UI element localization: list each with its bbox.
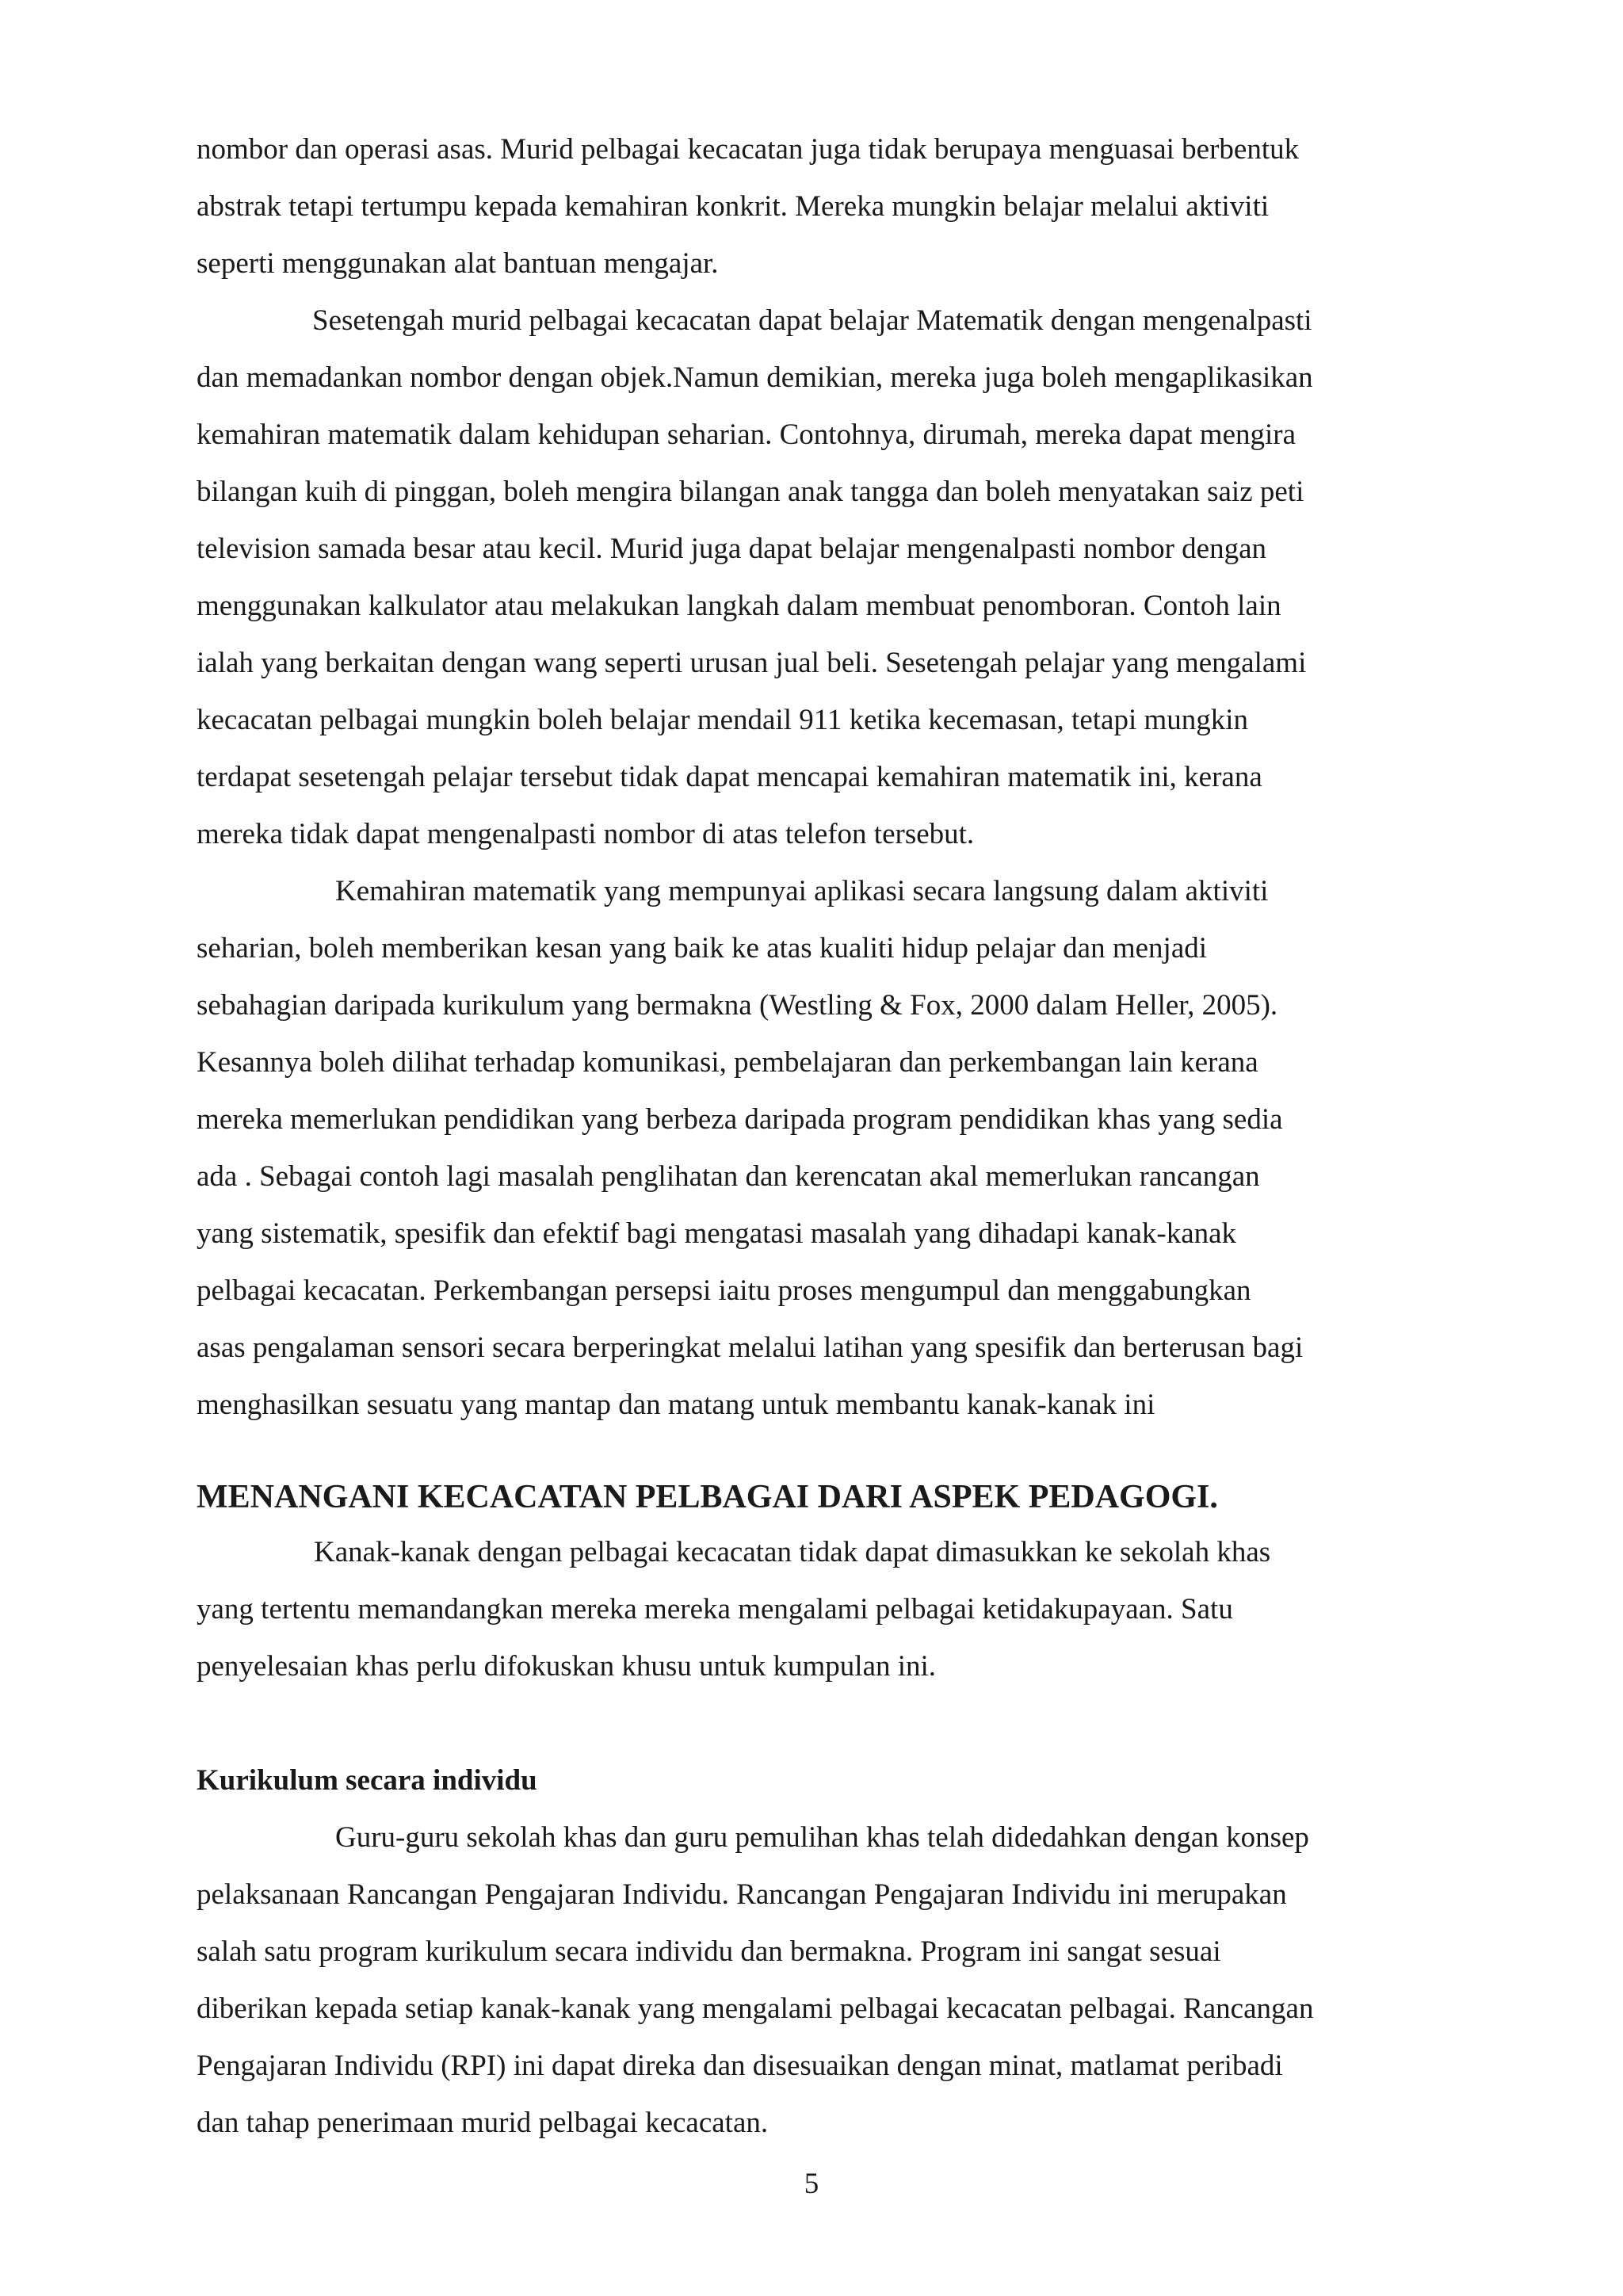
paragraph-3-line-8: pelbagai kecacatan. Perkembangan persepsi iaitu proses mengumpul dan menggabungkan — [197, 1274, 1251, 1307]
sub-paragraph-line-2: pelaksanaan Rancangan Pengajaran Individu. Rancangan Pengajaran Individu ini merupakan — [197, 1878, 1287, 1911]
paragraph-3-line-6: ada . Sebagai contoh lagi masalah penglihatan dan kerencatan akal memerlukan rancangan — [197, 1160, 1260, 1193]
subheading: Kurikulum secara individu — [197, 1764, 537, 1797]
page-number: 5 — [804, 2168, 819, 2200]
paragraph-2-line-6: menggunakan kalkulator atau melakukan langkah dalam membuat penomboran. Contoh lain — [197, 590, 1281, 622]
paragraph-2-line-7: ialah yang berkaitan dengan wang seperti urusan jual beli. Sesetengah pelajar yang mengalami — [197, 647, 1307, 679]
paragraph-3-line-4: Kesannya boleh dilihat terhadap komunikasi, pembelajaran dan perkembangan lain kerana — [197, 1046, 1258, 1079]
paragraph-3-line-9: asas pengalaman sensori secara berperingkat melalui latihan yang spesifik dan berterusan bagi — [197, 1331, 1304, 1364]
sub-paragraph-line-1: Guru-guru sekolah khas dan guru pemulihan khas telah didedahkan dengan konsep — [335, 1821, 1309, 1854]
paragraph-2-line-3: kemahiran matematik dalam kehidupan seharian. Contohnya, dirumah, mereka dapat mengira — [197, 418, 1296, 451]
paragraph-2-line-9: terdapat sesetengah pelajar tersebut tidak dapat mencapai kemahiran matematik ini, kerana — [197, 761, 1262, 793]
paragraph-3-line-5: mereka memerlukan pendidikan yang berbeza daripada program pendidikan khas yang sedia — [197, 1103, 1283, 1136]
paragraph-2-line-5: television samada besar atau kecil. Murid juga dapat belajar mengenalpasti nombor dengan — [197, 533, 1267, 565]
paragraph-2-line-8: kecacatan pelbagai mungkin boleh belajar mendail 911 ketika kecemasan, tetapi mungkin — [197, 704, 1249, 736]
sub-paragraph-line-6: dan tahap penerimaan murid pelbagai kecacatan. — [197, 2107, 769, 2139]
section-paragraph-line-2: yang tertentu memandangkan mereka mereka mengalami pelbagai ketidakupayaan. Satu — [197, 1593, 1233, 1626]
paragraph-2-line-4: bilangan kuih di pinggan, boleh mengira bilangan anak tangga dan boleh menyatakan saiz peti — [197, 476, 1304, 508]
paragraph-2-line-1: Sesetengah murid pelbagai kecacatan dapat belajar Matematik dengan mengenalpasti — [312, 304, 1312, 337]
paragraph-3-line-1: Kemahiran matematik yang mempunyai aplikasi secara langsung dalam aktiviti — [335, 875, 1269, 907]
section-heading: MENANGANI KECACATAN PELBAGAI DARI ASPEK PEDAGOGI. — [197, 1479, 1218, 1515]
sub-paragraph-line-4: diberikan kepada setiap kanak-kanak yang mengalami pelbagai kecacatan pelbagai. Rancangan — [197, 1992, 1314, 2025]
paragraph-1-line-3: seperti menggunakan alat bantuan mengajar. — [197, 247, 719, 280]
paragraph-3-line-7: yang sistematik, spesifik dan efektif bagi mengatasi masalah yang dihadapi kanak-kanak — [197, 1217, 1237, 1250]
paragraph-3-line-2: seharian, boleh memberikan kesan yang baik ke atas kualiti hidup pelajar dan menjadi — [197, 932, 1208, 965]
section-paragraph-line-1: Kanak-kanak dengan pelbagai kecacatan tidak dapat dimasukkan ke sekolah khas — [314, 1536, 1271, 1568]
paragraph-1-line-1: nombor dan operasi asas. Murid pelbagai kecacatan juga tidak berupaya menguasai berbentuk — [197, 133, 1300, 166]
paragraph-1-line-2: abstrak tetapi tertumpu kepada kemahiran konkrit. Mereka mungkin belajar melalui aktiviti — [197, 190, 1270, 223]
sub-paragraph-line-5: Pengajaran Individu (RPI) ini dapat direka dan disesuaikan dengan minat, matlamat peribadi — [197, 2050, 1283, 2082]
paragraph-2-line-10: mereka tidak dapat mengenalpasti nombor di atas telefon tersebut. — [197, 818, 975, 850]
paragraph-2-line-2: dan memadankan nombor dengan objek.Namun demikian, mereka juga boleh mengaplikasikan — [197, 361, 1313, 394]
paragraph-3-line-3: sebahagian daripada kurikulum yang bermakna (Westling & Fox, 2000 dalam Heller, 2005). — [197, 989, 1278, 1022]
paragraph-3-line-10: menghasilkan sesuatu yang mantap dan matang untuk membantu kanak-kanak ini — [197, 1389, 1155, 1421]
sub-paragraph-line-3: salah satu program kurikulum secara individu dan bermakna. Program ini sangat sesuai — [197, 1935, 1221, 1968]
section-paragraph-line-3: penyelesaian khas perlu difokuskan khusu untuk kumpulan ini. — [197, 1650, 937, 1683]
